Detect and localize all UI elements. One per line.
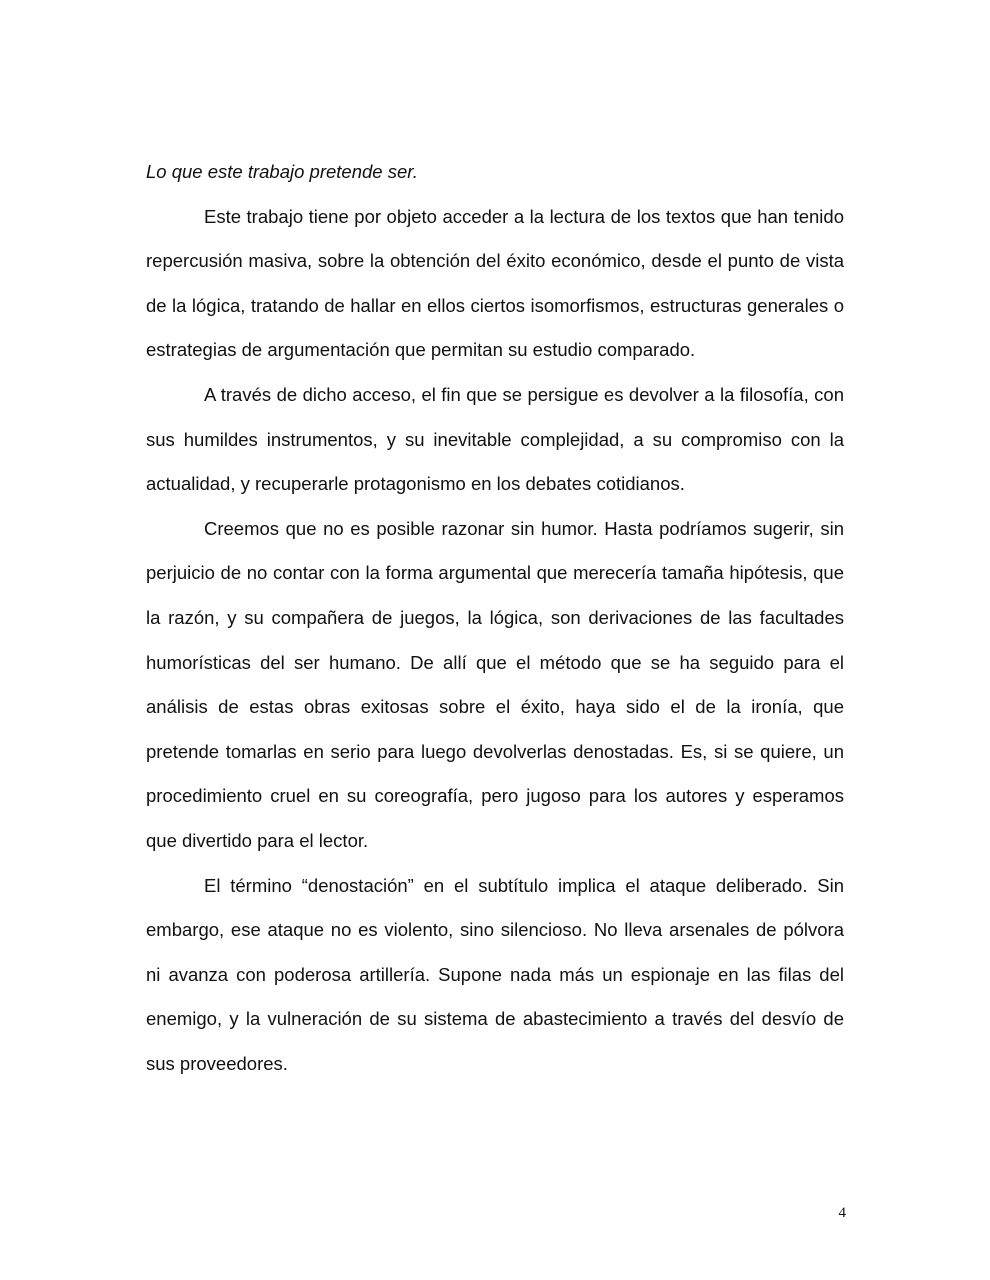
paragraph-3: Creemos que no es posible razonar sin humor. Hasta podríamos sugerir, sin perjuicio de no contar con la forma argumental que merecería tamaña hipótesis, que la razón, y su compañera de juegos, la lógica, son derivaciones de las facultades humorísticas del ser humano. De allí que el método que se ha seguido para el análisis de estas obras exitosas sobre el éxito, haya sido el de la ironía, que pretende tomarlas en serio para luego devolverlas denostadas. Es, si se quiere, un procedimiento cruel en su coreografía, pero jugoso para los autores y esperamos que divertido para el lector.: [146, 517, 844, 851]
paragraph-4: El término “denostación” en el subtítulo implica el ataque deliberado. Sin embargo, ese ataque no es violento, sino silencioso. No lleva arsenales de pólvora ni avanza con poderosa artillería. Supone nada más un espionaje en las filas del enemigo, y la vulneración de su sistema de abastecimiento a través del desvío de sus proveedores.: [146, 874, 844, 1074]
body-text: [146, 150, 844, 1086]
paragraph-1: Este trabajo tiene por objeto acceder a la lectura de los textos que han tenido repercusión masiva, sobre la obtención del éxito económico, desde el punto de vista de la lógica, tratando de hallar en ellos ciertos isomorfismos, estructuras generales o estrategias de argumentación que permitan su estudio comparado.: [146, 205, 844, 361]
page-number: 4: [838, 1205, 846, 1221]
section-heading: Lo que este trabajo pretende ser.: [146, 161, 418, 182]
paragraph-2: A través de dicho acceso, el fin que se persigue es devolver a la filosofía, con sus humildes instrumentos, y su inevitable complejidad, a su compromiso con la actualidad, y recuperarle protagonismo en los debates cotidianos.: [146, 383, 844, 495]
